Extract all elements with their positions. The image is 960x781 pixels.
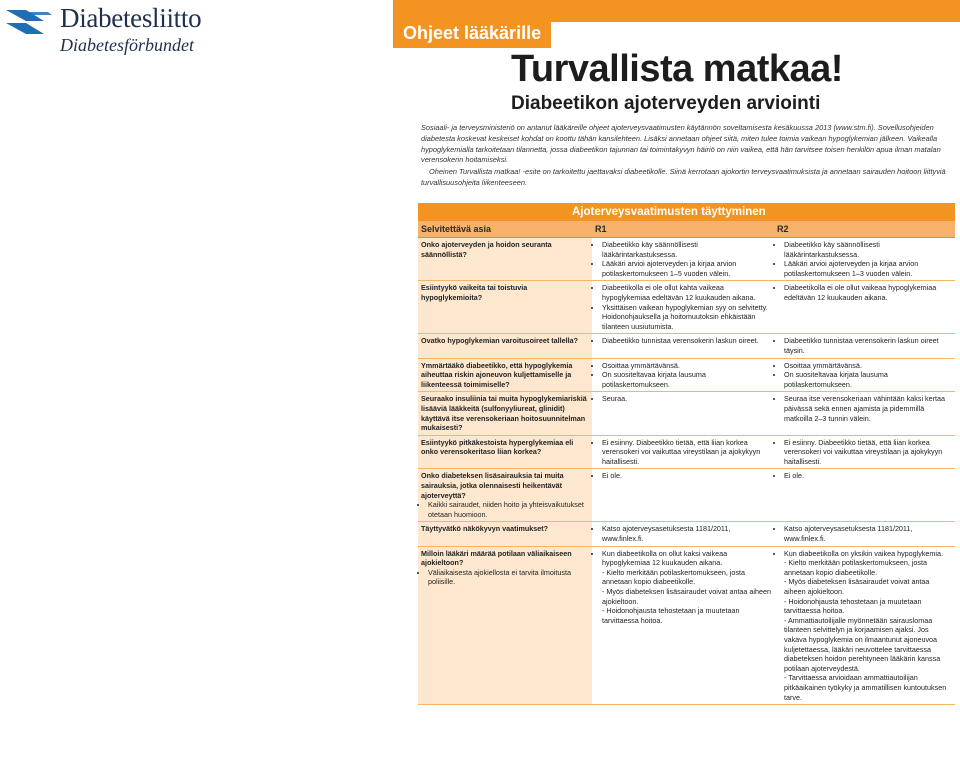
r2-requirements bbox=[777, 471, 952, 481]
question-cell bbox=[418, 522, 592, 545]
question-text: Onko ajoterveyden ja hoidon seuranta säännöllistä? bbox=[421, 240, 552, 259]
document-page bbox=[393, 0, 960, 781]
list-item: • Kun diabeetikolla on ollut kaksi vaikeaa hypoglykemiaa 12 kuukauden aikana. - Kielto merkitään potilaskertomukseen, josta annetaan kopio diabeetikolle. - Myös diabeteksen lisäsairaudet voivat antaa aiheen ajokieltoon. - Hoidonohjausta tehostetaan ja muutetaan tarvittaessa hoitoa. bbox=[602, 549, 771, 626]
table-row bbox=[418, 334, 955, 358]
r1-cell bbox=[592, 522, 774, 545]
r2-cell bbox=[774, 436, 955, 469]
question-text: Seuraako insuliinia tai muita hypoglykemiariskiä lisääviä lääkkeitä (sulfonyyliureat, glinidit) käyttävä itse verensokeriaan hoitosuunnitelman mukaisesti? bbox=[421, 394, 587, 433]
document-subtitle: Diabeetikon ajoterveyden arviointi bbox=[511, 93, 821, 114]
r2-cell bbox=[774, 359, 955, 392]
header-question: Selvitettävä asia bbox=[421, 224, 492, 234]
table-body bbox=[418, 238, 955, 705]
r1-cell bbox=[592, 238, 774, 280]
list-item: • Lääkäri arvioi ajoterveyden ja kirjaa arvion potilaskertomukseen 1–3 vuoden välein. bbox=[784, 259, 952, 278]
list-item: • Katso ajoterveysasetuksesta 1181/2011, www.finlex.fi. bbox=[602, 524, 771, 543]
table-row bbox=[418, 469, 955, 522]
r1-cell bbox=[592, 547, 774, 705]
list-item: • Diabeetikko tunnistaa verensokerin laskun oireet täysin. bbox=[784, 336, 952, 355]
r1-requirements bbox=[595, 471, 771, 481]
list-item: • Ei esiinny. Diabeetikko tietää, että liian korkea verensokeri voi vaikuttaa vireystilaan ja ajokykyyn haitallisesti. bbox=[602, 438, 771, 467]
table-title: Ajoterveysvaatimusten täyttyminen bbox=[418, 203, 955, 221]
r2-requirements bbox=[777, 240, 952, 278]
list-item: • On suositeltavaa kirjata lausuma potilaskertomukseen. bbox=[602, 370, 771, 389]
table-header-row bbox=[418, 221, 955, 238]
r1-cell bbox=[592, 392, 774, 434]
question-text: Ymmärtääkö diabeetikko, että hypoglykemia aiheuttaa riskin ajoneuvon kuljettamiselle ja liikenteessä toimimiselle? bbox=[421, 360, 573, 389]
r2-requirements bbox=[777, 283, 952, 302]
list-item: • Osoittaa ymmärtävänsä. bbox=[784, 361, 952, 371]
r2-requirements bbox=[777, 361, 952, 390]
list-item: • Seuraa itse verensokeriaan vähintään kaksi kertaa päivässä sekä ennen ajamista ja pidemmillä matkoilla 2–3 tunnin välein. bbox=[784, 394, 952, 423]
r1-requirements bbox=[595, 524, 771, 543]
question-cell bbox=[418, 334, 592, 357]
r2-cell bbox=[774, 281, 955, 333]
requirements-table bbox=[418, 203, 955, 705]
r2-requirements bbox=[777, 549, 952, 703]
table-row bbox=[418, 436, 955, 470]
list-item: • Seuraa. bbox=[602, 394, 771, 404]
question-cell bbox=[418, 547, 592, 705]
list-item: • Kaikki sairaudet, niiden hoito ja yhteisvaikutukset otetaan huomioon. bbox=[428, 500, 589, 519]
r2-cell bbox=[774, 547, 955, 705]
list-item: • Kun diabeetikolla on yksikin vaikea hypoglykemia. - Kielto merkitään potilaskertomukseen, josta annetaan kopio diabeetikolle. - Myös diabeteksen lisäsairaudet voivat antaa aiheen ajokieltoon. - Hoidonohjausta tehostetaan ja muutetaan tarvittaessa hoitoa. - Ammattiautoilijalle myönnetään sairauslomaa tilanteen selvittelyn ja korjaamisen ajaksi. Jos vakava hypoglykemia on ilmaantunut ajoneuvoa kuljetettaessa, lääkäri neuvottelee tarvittaessa diabeteksen hoidon perehtyneen lääkärin kanssa potilaan ajoterveydestä. - Tarvittaessa arvioidaan ammattiautoilijan pitkäaikainen työkyky ja ammatillisen kuntoutuksen tarve. bbox=[784, 549, 952, 703]
r2-cell bbox=[774, 522, 955, 545]
r1-requirements bbox=[595, 549, 771, 626]
diabetesliitto-logo bbox=[4, 2, 264, 62]
r1-requirements bbox=[595, 438, 771, 467]
r1-cell bbox=[592, 334, 774, 357]
r1-requirements bbox=[595, 336, 771, 346]
question-cell bbox=[418, 392, 592, 434]
r1-cell bbox=[592, 359, 774, 392]
table-row bbox=[418, 281, 955, 334]
r1-requirements bbox=[595, 394, 771, 404]
r1-requirements bbox=[595, 240, 771, 278]
list-item: • Osoittaa ymmärtävänsä. bbox=[602, 361, 771, 371]
header-r1: R1 bbox=[595, 224, 607, 234]
list-item: • Yksittäisen vaikean hypoglykemian syy on selvitetty. Hoidonohjauksella ja hoitomuutoksin ehkäistään tilanteen uusiutumista. bbox=[602, 303, 771, 332]
list-item: • Katso ajoterveysasetuksesta 1181/2011, www.finlex.fi. bbox=[784, 524, 952, 543]
table-row bbox=[418, 392, 955, 435]
r2-cell bbox=[774, 334, 955, 357]
question-text: Esiintyykö pitkäkestoista hyperglykemiaa eli onko verensokeritaso liian korkea? bbox=[421, 437, 574, 457]
r1-requirements bbox=[595, 361, 771, 390]
table-row bbox=[418, 359, 955, 393]
question-cell bbox=[418, 281, 592, 333]
r2-requirements bbox=[777, 438, 952, 467]
table-row bbox=[418, 522, 955, 546]
question-text: Ovatko hypoglykemian varoitusoireet tallella? bbox=[421, 336, 578, 346]
question-cell bbox=[418, 359, 592, 392]
r2-requirements bbox=[777, 394, 952, 423]
list-item: • Diabeetikko käy säännöllisesti lääkärintarkastuksessa. bbox=[602, 240, 771, 259]
table-row bbox=[418, 547, 955, 706]
header-r2: R2 bbox=[777, 224, 789, 234]
intro-paragraph: Oheinen Turvallista matkaa! -esite on tarkoitettu jaettavaksi diabeetikolle. Siinä kerrotaan ajokortin terveysvaatimuksista ja annetaan sairauden hoitoon liittyviä turvallisuusohjeita liikenteeseen. bbox=[421, 167, 946, 187]
question-text: Täyttyvätkö näkökyvyn vaatimukset? bbox=[421, 524, 549, 534]
table-row bbox=[418, 238, 955, 281]
list-item: • Diabeetikolla ei ole ollut kahta vaikeaa hypoglykemiaa edeltävän 12 kuukauden aikana. bbox=[602, 283, 771, 302]
question-notes bbox=[421, 568, 589, 587]
question-text: Milloin lääkäri määrää potilaan väliaikaiseen ajokieltoon? bbox=[421, 548, 572, 568]
r1-requirements bbox=[595, 283, 771, 331]
banner-label: Ohjeet lääkärille bbox=[393, 18, 551, 48]
logo-name-swedish: Diabetesförbundet bbox=[60, 35, 194, 55]
intro-paragraph: Sosiaali- ja terveysministeriö on antanut lääkäreille ohjeet ajoterveysvaatimusten käytännön soveltamisesta kesäkuussa 2013 (www.stm.fi). Sovellusohjeiden diabetesta koskevat keskeiset kohdat on koottu tähän kansilehteen. Lisäksi annetaan ohjeet siitä, miten tulee toimia vaikean hypoglykemian jälkeen. Vaikealla hypoglykemialla tarkoitetaan tilannetta, jossa diabeetikon tajunnan tai toimintakyvyn häiriö on niin vaikea, että hän tarvitsee toisen henkilön apua ilman matalan verensokerin hoitamiseksi. bbox=[421, 123, 941, 165]
r2-cell bbox=[774, 469, 955, 521]
question-cell bbox=[418, 436, 592, 469]
intro-text bbox=[421, 123, 953, 190]
diabetesliitto-logo-mark-icon bbox=[4, 6, 54, 40]
question-text: Onko diabeteksen lisäsairauksia tai muita sairauksia, jotka olennaisesti heikentävät ajoterveyttä? bbox=[421, 471, 564, 500]
r1-cell bbox=[592, 469, 774, 521]
document-title: Turvallista matkaa! bbox=[511, 48, 843, 90]
r2-requirements bbox=[777, 336, 952, 355]
list-item: • Lääkäri arvioi ajoterveyden ja kirjaa arvion potilaskertomukseen 1–5 vuoden välein. bbox=[602, 259, 771, 278]
r2-cell bbox=[774, 238, 955, 280]
r2-requirements bbox=[777, 524, 952, 543]
list-item: • Diabeetikko käy säännöllisesti lääkärintarkastuksessa. bbox=[784, 240, 952, 259]
list-item: • On suositeltavaa kirjata lausuma potilaskertomukseen. bbox=[784, 370, 952, 389]
list-item: • Ei ole. bbox=[602, 471, 771, 481]
logo-name-finnish: Diabetesliitto bbox=[60, 3, 202, 33]
r1-cell bbox=[592, 281, 774, 333]
question-text: Esiintyykö vaikeita tai toistuvia hypoglykemioita? bbox=[421, 283, 528, 302]
list-item: • Ei esiinny. Diabeetikko tietää, että liian korkea verensokeri voi vaikuttaa vireystilaan ja ajokykyyn haitallisesti. bbox=[784, 438, 952, 467]
list-item: • Diabeetikko tunnistaa verensokerin laskun oireet. bbox=[602, 336, 771, 346]
r1-cell bbox=[592, 436, 774, 469]
list-item: • Ei ole. bbox=[784, 471, 952, 481]
list-item: • Väliaikaisesta ajokiellosta ei tarvita ilmoitusta poliisille. bbox=[428, 568, 589, 587]
question-notes bbox=[421, 500, 589, 519]
question-cell bbox=[418, 469, 592, 521]
list-item: • Diabeetikolla ei ole ollut vaikeaa hypoglykemiaa edeltävän 12 kuukauden aikana. bbox=[784, 283, 952, 302]
r2-cell bbox=[774, 392, 955, 434]
question-cell bbox=[418, 238, 592, 280]
